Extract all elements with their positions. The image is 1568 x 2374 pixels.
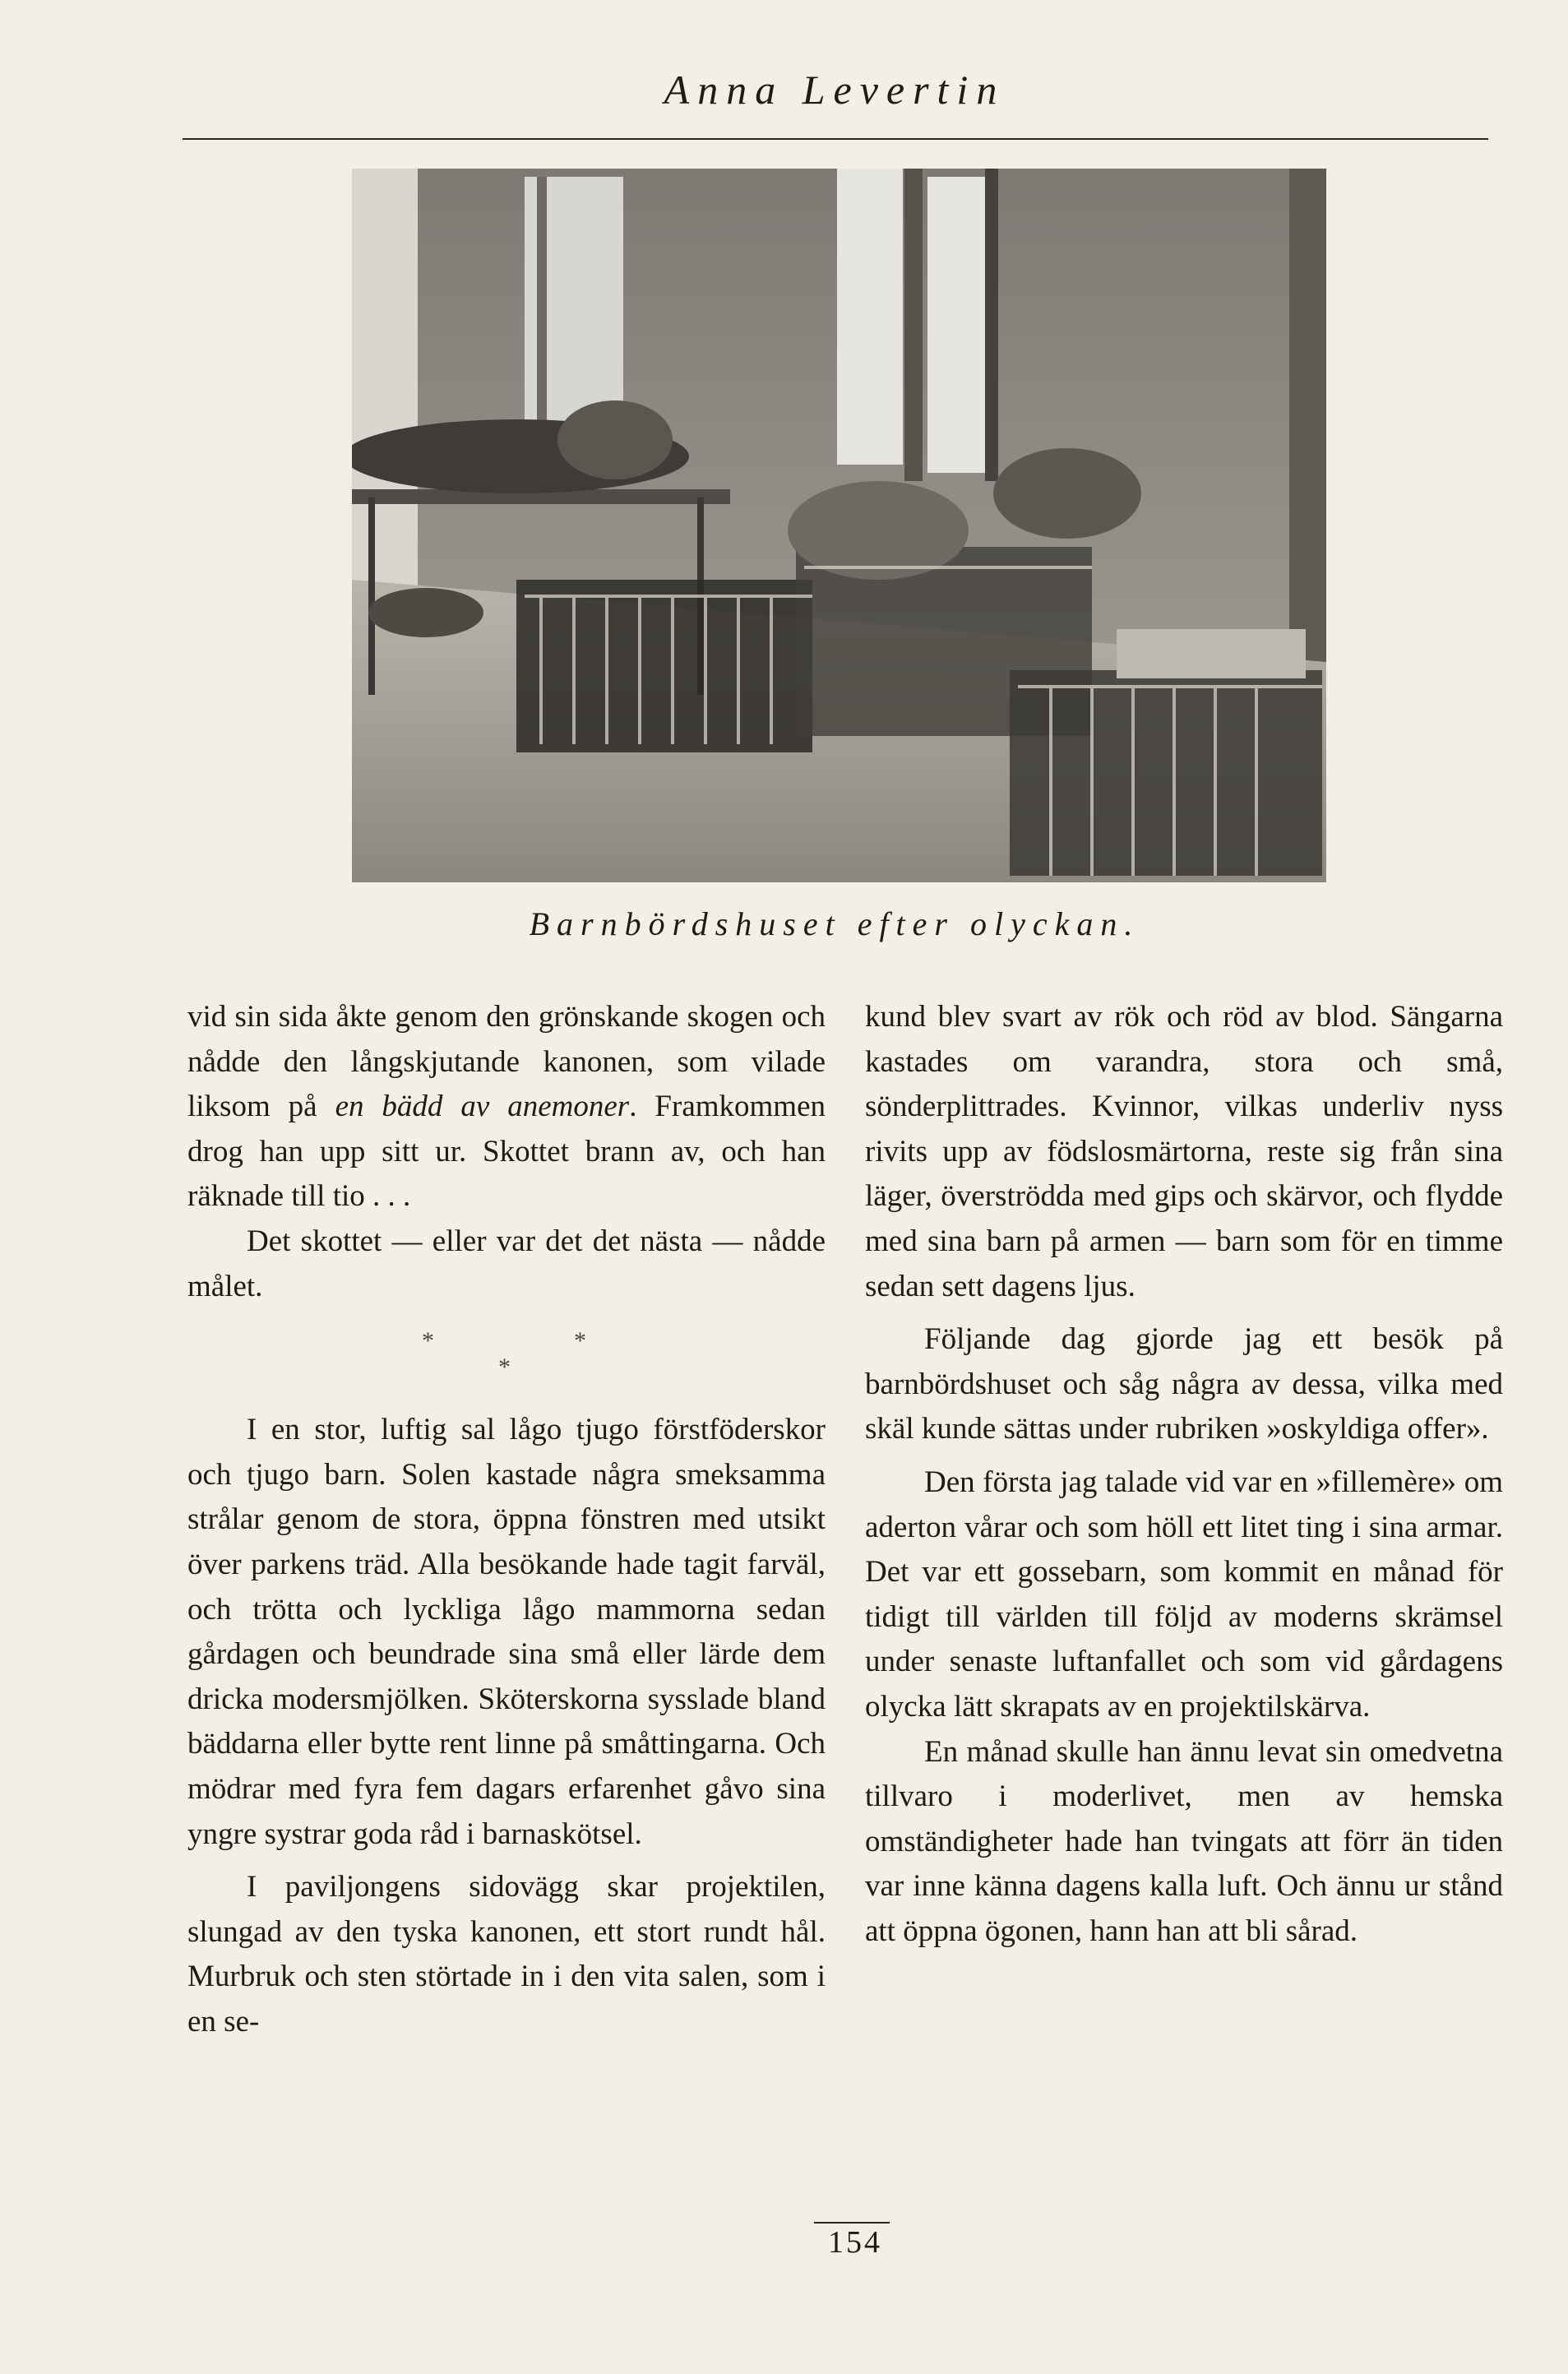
paragraph: I en stor, luftig sal lågo tjugo förstföderskor och tjugo barn. Solen kastade några smeksamma strålar genom de stora, öppna fönstren med utsikt över parkens träd. Alla besökande hade tagit farväl, och trötta och lyckliga lågo mammorna sedan gårdagen och beundrade sina små eller lärde dem dricka modersmjölken. Sköterskorna sysslade bland bäddarna eller bytte rent linne på småttingarna. Och mödrar med fyra fem dagars erfarenhet gåvo sina yngre systrar goda råd i barnaskötsel.	[187, 1413, 826, 1851]
paragraph: I paviljongens sidovägg skar projektilen, slungad av den tyska kanonen, ett stort rundt hål. Murbruk och sten störtade in i den vita salen, som i en se-	[187, 1870, 826, 2038]
photograph-ruined-ward	[352, 169, 1326, 882]
paragraph: Den första jag talade vid var en »fillemère» om aderton vårar och som höll ett litet ting i sina armar. Det var ett gossebarn, som kommit en månad för tidigt till världen till följd av moderns skrämsel under senaste luftanfallet och som vid gårdagens olycka lätt skrapats av en projektilskärva.	[865, 1465, 1503, 1724]
asterisk: *	[498, 1354, 511, 1381]
asterisk: *	[422, 1327, 434, 1355]
asterisk: *	[574, 1327, 586, 1355]
paragraph	[187, 995, 826, 1219]
paragraph: En månad skulle han ännu levat sin omedvetna tillvaro i moderlivet, men av hemska omständigheter hade han tvingats att förr än tiden var inne känna dagens kalla luft. Och ännu ur stånd att öppna ögonen, hann han att bli sårad.	[865, 1734, 1503, 1948]
paragraph-text: . Framkommen drog han upp sitt ur. Skottet brann av, och han räknade till tio . . .	[187, 1090, 826, 1214]
folio-rule	[814, 2222, 890, 2224]
paragraph-text: vid sin sida åkte genom den grönskande skogen och nådde den långskjutande kanonen, som vilade liksom på	[187, 1000, 826, 1124]
page-number: 154	[828, 2225, 882, 2260]
italic-phrase: en bädd av anemoner	[335, 1090, 630, 1124]
section-break-asterism	[187, 1309, 826, 1408]
header-rule	[183, 138, 1488, 140]
right-column	[865, 995, 1503, 1954]
running-head: Anna Levertin	[664, 67, 1006, 113]
left-column	[187, 995, 826, 2044]
figure-caption: Barnbördshuset efter olyckan.	[529, 905, 1140, 942]
paragraph: Det skottet — eller var det det nästa — nådde målet.	[187, 1224, 826, 1303]
paragraph: Följande dag gjorde jag ett besök på barnbördshuset och såg några av dessa, vilka med skäl kunde sättas under rubriken »oskyldiga offer».	[865, 1322, 1503, 1446]
paragraph: kund blev svart av rök och röd av blod. Sängarna kastades om varandra, stora och små, sönderplittrades. Kvinnor, vilkas underliv nyss rivits upp av födslosmärtorna, reste sig från sina läger, överströdda med gips och skärvor, och flydde med sina barn på armen — barn som för en timme sedan sett dagens ljus.	[865, 1000, 1503, 1303]
photo-icon	[352, 169, 1326, 882]
